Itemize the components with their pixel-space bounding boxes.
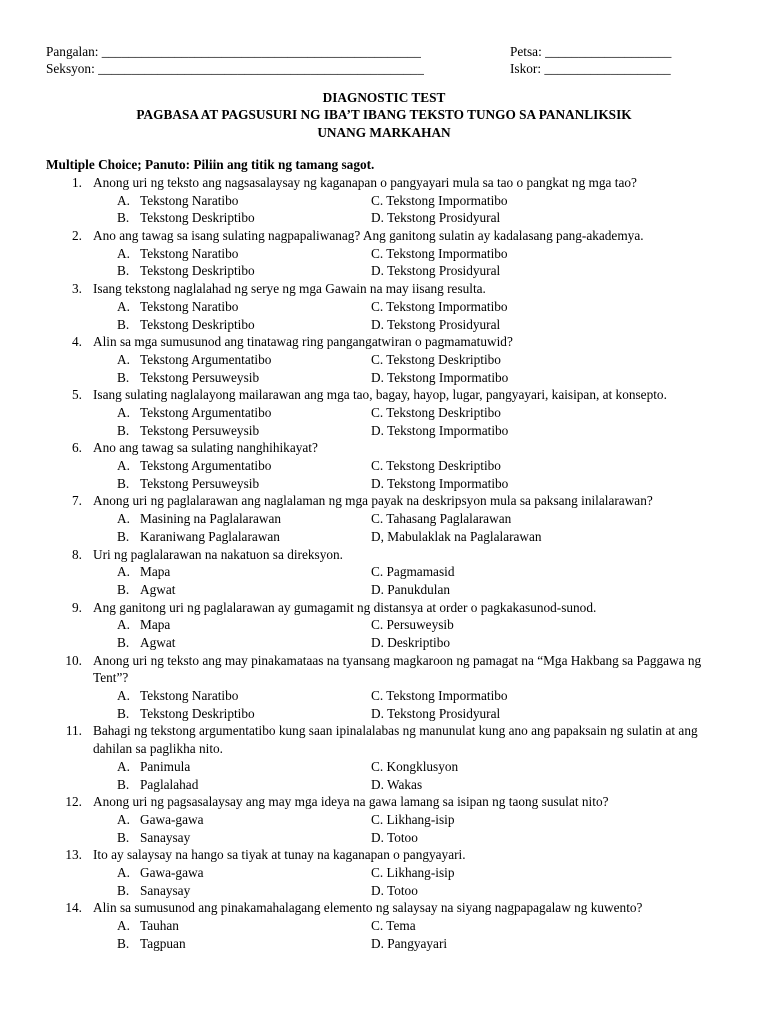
test-title: DIAGNOSTIC TEST xyxy=(322,90,446,105)
options-row-2 xyxy=(0,209,768,227)
option-c: C. Tekstong Deskriptibo xyxy=(371,405,501,421)
question-number: 4. xyxy=(72,334,82,350)
option-letter-a: A. xyxy=(117,918,130,934)
option-b: Tekstong Persuweysib xyxy=(140,369,260,385)
option-letter-a: A. xyxy=(117,688,130,704)
question-text: Alin sa sumusunod ang pinakamahalagang elemento ng salaysay na siyang nagpapagalaw ng kuwento? xyxy=(93,900,643,916)
options-row-2 xyxy=(0,705,768,723)
option-letter-b: B. xyxy=(117,705,130,721)
option-b: Tekstong Deskriptibo xyxy=(140,316,255,332)
options-row-2 xyxy=(0,882,768,900)
options-row-1 xyxy=(0,457,768,475)
option-letter-b: B. xyxy=(117,210,130,226)
option-c: C. Tekstong Impormatibo xyxy=(371,192,508,208)
question-item xyxy=(0,333,768,386)
options-row-1 xyxy=(0,687,768,705)
question-line xyxy=(0,386,768,404)
option-c: C. Tema xyxy=(371,918,416,934)
option-a: Tekstong Argumentatibo xyxy=(140,458,272,474)
option-letter-a: A. xyxy=(117,405,130,421)
options-row-2 xyxy=(0,581,768,599)
question-line xyxy=(0,546,768,564)
option-letter-a: A. xyxy=(117,511,130,527)
option-letter-b: B. xyxy=(117,829,130,845)
question-text: Alin sa mga sumusunod ang tinatawag ring pangangatwiran o pagmamatuwid? xyxy=(93,334,513,350)
question-text: Ito ay salaysay na hango sa tiyak at tunay na kaganapan o pangyayari. xyxy=(93,847,466,863)
option-b: Sanaysay xyxy=(140,882,191,898)
question-text: Ang ganitong uri ng paglalarawan ay gumagamit ng distansya at order o pagkakasunod-sunod. xyxy=(93,599,597,615)
options-row-2 xyxy=(0,262,768,280)
option-b: Paglalahad xyxy=(140,776,199,792)
options-row-1 xyxy=(0,404,768,422)
option-letter-b: B. xyxy=(117,935,130,951)
question-item xyxy=(0,722,768,793)
option-a: Masining na Paglalarawan xyxy=(140,511,282,527)
name-field-line: Pangalan: ________________________________________________ xyxy=(46,44,421,59)
option-d: D. Tekstong Prosidyural xyxy=(371,263,501,279)
option-d: D, Mabulaklak na Paglalarawan xyxy=(371,528,542,544)
option-b: Agwat xyxy=(140,581,176,597)
question-item xyxy=(0,386,768,439)
option-b: Tekstong Deskriptibo xyxy=(140,210,255,226)
question-item xyxy=(0,174,768,227)
option-letter-a: A. xyxy=(117,458,130,474)
title-block xyxy=(0,89,768,141)
option-a: Tekstong Naratibo xyxy=(140,245,239,261)
options-row-2 xyxy=(0,829,768,847)
instructions: Multiple Choice; Panuto: Piliin ang titik ng tamang sagot. xyxy=(46,157,375,172)
question-number: 11. xyxy=(65,723,82,739)
option-c: C. Tekstong Impormatibo xyxy=(371,245,508,261)
options-row-1 xyxy=(0,616,768,634)
option-d: D. Tekstong Prosidyural xyxy=(371,316,501,332)
option-a: Tekstong Argumentatibo xyxy=(140,405,272,421)
question-text: Ano ang tawag sa isang sulating nagpapaliwanag? Ang ganitong sulatin ay kadalasang pang-akademya. xyxy=(93,228,644,244)
option-d: D. Tekstong Prosidyural xyxy=(371,705,501,721)
question-item xyxy=(0,546,768,599)
option-c: C. Likhang-isip xyxy=(371,865,455,881)
options-row-1 xyxy=(0,917,768,935)
question-line xyxy=(0,652,768,687)
option-d: D. Tekstong Prosidyural xyxy=(371,210,501,226)
option-b: Tekstong Persuweysib xyxy=(140,422,260,438)
option-letter-a: A. xyxy=(117,617,130,633)
option-a: Gawa-gawa xyxy=(140,811,204,827)
option-d: D. Tekstong Impormatibo xyxy=(371,369,509,385)
options-row-2 xyxy=(0,475,768,493)
option-letter-b: B. xyxy=(117,635,130,651)
question-line xyxy=(0,846,768,864)
question-text: Isang tekstong naglalahad ng serye ng mga Gawain na may iisang resulta. xyxy=(93,281,486,297)
question-item xyxy=(0,492,768,545)
options-row-1 xyxy=(0,811,768,829)
option-c: C. Tekstong Deskriptibo xyxy=(371,458,501,474)
question-item xyxy=(0,652,768,723)
option-letter-b: B. xyxy=(117,263,130,279)
options-row-1 xyxy=(0,563,768,581)
question-number: 12. xyxy=(65,794,82,810)
option-d: D. Tekstong Impormatibo xyxy=(371,475,509,491)
option-letter-b: B. xyxy=(117,369,130,385)
option-letter-a: A. xyxy=(117,758,130,774)
option-a: Panimula xyxy=(140,758,191,774)
options-row-1 xyxy=(0,864,768,882)
question-number: 2. xyxy=(72,228,82,244)
section-field-line: Seksyon: _________________________________________________ xyxy=(46,61,424,76)
option-letter-a: A. xyxy=(117,811,130,827)
option-d: D. Panukdulan xyxy=(371,581,451,597)
question-number: 13. xyxy=(65,847,82,863)
question-line xyxy=(0,599,768,617)
option-b: Karaniwang Paglalarawan xyxy=(140,528,280,544)
score-field-line: Iskor: ___________________ xyxy=(510,61,671,76)
options-row-2 xyxy=(0,422,768,440)
question-line xyxy=(0,174,768,192)
question-item xyxy=(0,599,768,652)
question-item xyxy=(0,846,768,899)
option-letter-b: B. xyxy=(117,528,130,544)
subject-title: PAGBASA AT PAGSUSURI NG IBA’T IBANG TEKSTO TUNGO SA PANANLIKSIK xyxy=(136,107,632,123)
question-text: Anong uri ng paglalarawan ang naglalaman ng mga payak na deskripsyon mula sa paksang inilalarawan? xyxy=(93,493,653,509)
option-d: D. Totoo xyxy=(371,829,418,845)
options-row-1 xyxy=(0,298,768,316)
question-text: Anong uri ng pagsasalaysay ang may mga ideya na gawa lamang sa isipan ng taong susulat nito? xyxy=(93,794,609,810)
option-c: C. Pagmamasid xyxy=(371,564,455,580)
question-line xyxy=(0,439,768,457)
question-number: 8. xyxy=(72,546,82,562)
option-c: C. Likhang-isip xyxy=(371,811,455,827)
option-letter-a: A. xyxy=(117,192,130,208)
options-row-2 xyxy=(0,776,768,794)
question-text: Bahagi ng tekstong argumentatibo kung saan ipinalalabas ng manunulat kung ano ang papaksain ng sulatin at ang dahilan sa paglikha nito. xyxy=(93,723,698,757)
quarter-title: UNANG MARKAHAN xyxy=(317,124,451,140)
option-a: Mapa xyxy=(140,564,171,580)
question-item xyxy=(0,899,768,952)
question-text: Anong uri ng teksto ang nagsasalaysay ng kaganapan o pangyayari mula sa tao o pangkat ng mga tao? xyxy=(93,175,637,190)
option-c: C. Kongklusyon xyxy=(371,758,459,774)
option-letter-a: A. xyxy=(117,564,130,580)
option-d: D. Pangyayari xyxy=(371,935,448,951)
option-a: Tekstong Naratibo xyxy=(140,298,239,314)
option-a: Mapa xyxy=(140,617,171,633)
question-text: Uri ng paglalarawan na nakatuon sa direksyon. xyxy=(93,546,343,562)
question-number: 5. xyxy=(72,387,82,403)
question-line xyxy=(0,333,768,351)
question-list xyxy=(0,174,768,953)
question-line xyxy=(0,280,768,298)
option-c: C. Tekstong Deskriptibo xyxy=(371,351,501,367)
question-line xyxy=(0,492,768,510)
option-letter-b: B. xyxy=(117,882,130,898)
option-d: D. Deskriptibo xyxy=(371,635,451,651)
options-row-2 xyxy=(0,369,768,387)
options-row-2 xyxy=(0,528,768,546)
question-line xyxy=(0,227,768,245)
options-row-2 xyxy=(0,935,768,953)
option-letter-b: B. xyxy=(117,316,130,332)
options-row-1 xyxy=(0,192,768,210)
question-item xyxy=(0,793,768,846)
options-row-1 xyxy=(0,245,768,263)
option-letter-a: A. xyxy=(117,865,130,881)
option-c: C. Tekstong Impormatibo xyxy=(371,298,508,314)
option-b: Agwat xyxy=(140,635,176,651)
options-row-1 xyxy=(0,510,768,528)
option-letter-a: A. xyxy=(117,298,130,314)
option-a: Tekstong Argumentatibo xyxy=(140,351,272,367)
options-row-2 xyxy=(0,316,768,334)
option-b: Tekstong Deskriptibo xyxy=(140,263,255,279)
question-number: 14. xyxy=(65,900,82,916)
option-letter-a: A. xyxy=(117,245,130,261)
option-b: Tekstong Deskriptibo xyxy=(140,705,255,721)
option-letter-b: B. xyxy=(117,422,130,438)
options-row-1 xyxy=(0,351,768,369)
question-line xyxy=(0,793,768,811)
question-text: Ano ang tawag sa sulating nanghihikayat? xyxy=(93,440,318,456)
options-row-1 xyxy=(0,758,768,776)
question-text: Isang sulating naglalayong mailarawan ang mga tao, bagay, hayop, lugar, pangyayari, kaisipan, at konsepto. xyxy=(93,387,667,403)
option-letter-a: A. xyxy=(117,351,130,367)
option-b: Tekstong Persuweysib xyxy=(140,475,260,491)
option-a: Tekstong Naratibo xyxy=(140,688,239,704)
question-number: 3. xyxy=(72,281,82,297)
option-b: Sanaysay xyxy=(140,829,191,845)
option-d: D. Wakas xyxy=(371,776,423,792)
question-item xyxy=(0,439,768,492)
option-a: Gawa-gawa xyxy=(140,865,204,881)
question-line xyxy=(0,899,768,917)
option-d: D. Totoo xyxy=(371,882,418,898)
question-number: 7. xyxy=(72,493,82,509)
option-letter-b: B. xyxy=(117,776,130,792)
option-c: C. Tahasang Paglalarawan xyxy=(371,511,512,527)
date-field-line: Petsa: ___________________ xyxy=(510,44,672,59)
question-text: Anong uri ng teksto ang may pinakamataas na tyansang magkaroon ng pamagat na “Mga Hakbang sa Paggawa ng Tent”? xyxy=(93,652,702,686)
question-line xyxy=(0,722,768,757)
question-item xyxy=(0,227,768,280)
options-row-2 xyxy=(0,634,768,652)
option-letter-b: B. xyxy=(117,581,130,597)
option-letter-b: B. xyxy=(117,475,130,491)
option-a: Tauhan xyxy=(140,918,179,934)
question-item xyxy=(0,280,768,333)
question-number: 6. xyxy=(72,440,82,456)
option-c: C. Persuweysib xyxy=(371,617,454,633)
option-d: D. Tekstong Impormatibo xyxy=(371,422,509,438)
question-number: 1. xyxy=(72,175,82,190)
option-b: Tagpuan xyxy=(140,935,186,951)
option-a: Tekstong Naratibo xyxy=(140,192,239,208)
option-c: C. Tekstong Impormatibo xyxy=(371,688,508,704)
question-number: 10. xyxy=(65,652,82,668)
question-number: 9. xyxy=(72,599,82,615)
